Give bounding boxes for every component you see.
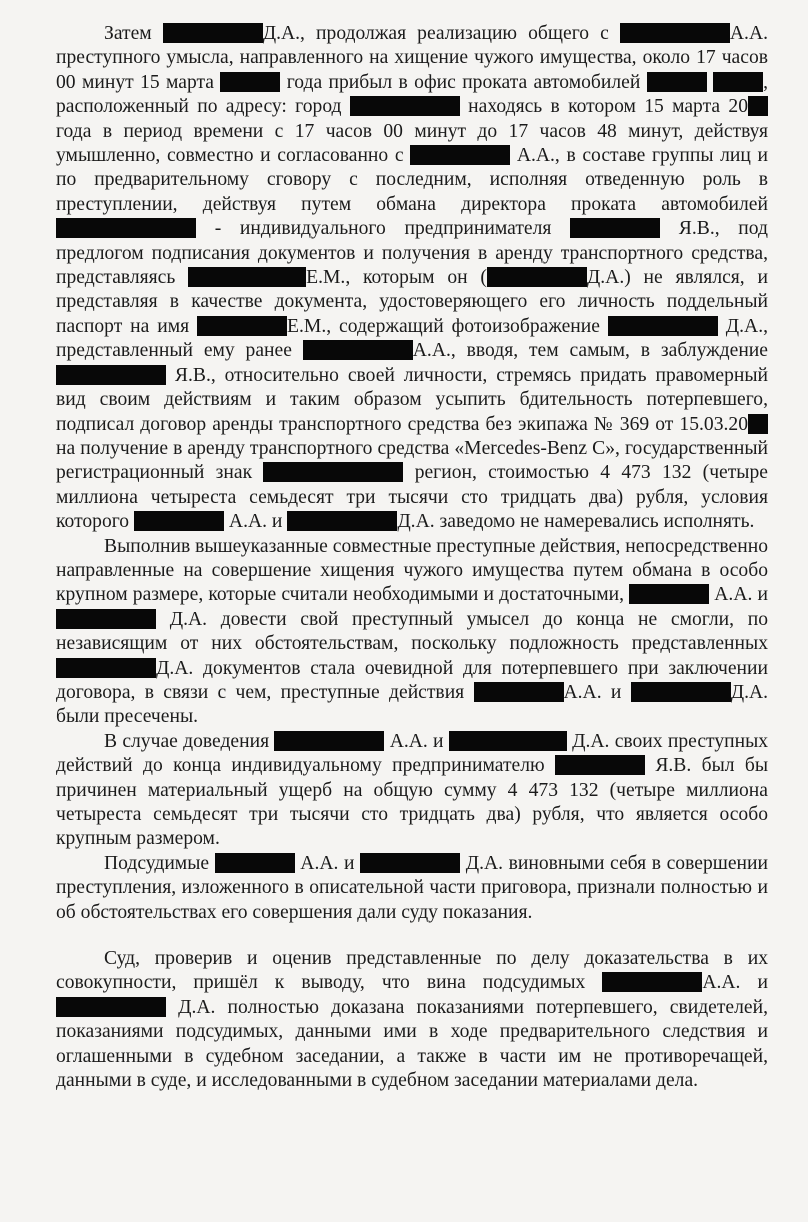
text-run: А.А., вводя, тем самым, в заблуждение bbox=[412, 340, 768, 362]
text-run: Д.А. полностью доказана показаниями потерпевшего, свидетелей, показаниями подсудимых, данными ими в ходе предварительного следствия и оглашенными в судебном заседании, а также в части им не противоречащей, данными в суде, и исследованными в судебном заседании материалами дела. bbox=[56, 996, 768, 1092]
text-run: А.А. и bbox=[300, 852, 355, 874]
redaction-block bbox=[570, 218, 660, 238]
redaction-block bbox=[56, 218, 196, 238]
redaction-block bbox=[350, 96, 460, 116]
text-run: Я.В., под предлогом подписания документов и получения в аренду транспортного средства, представляясь bbox=[56, 218, 768, 289]
paragraph-4 bbox=[56, 852, 768, 925]
paragraph-2 bbox=[56, 535, 768, 730]
text-run: регион, стоимостью 4 473 132 (четыре миллиона четыреста семьдесят три тысячи сто тридцать два) рубля, условия которого bbox=[56, 462, 768, 533]
redaction-block bbox=[56, 609, 156, 629]
redaction-block bbox=[748, 414, 768, 434]
text-run: Д.А., представленный ему ранее bbox=[56, 315, 768, 362]
text-run: Е.М., которым он ( bbox=[306, 267, 487, 289]
redaction-block bbox=[474, 682, 564, 702]
redaction-block bbox=[56, 997, 166, 1017]
text-run: А.А. и bbox=[714, 584, 768, 606]
text-run: , расположенный по адресу: город bbox=[56, 71, 768, 118]
text-run: Д.А., продолжая реализацию общего с bbox=[262, 23, 609, 44]
text-run: года прибыл в офис проката автомобилей bbox=[286, 71, 641, 93]
text-run: В случае доведения bbox=[104, 730, 270, 752]
redaction-block bbox=[274, 731, 384, 751]
text-run: - индивидуального предпринимателя bbox=[214, 218, 552, 240]
redaction-block bbox=[629, 584, 709, 604]
redaction-block bbox=[620, 23, 730, 43]
text-run: Я.В. был бы причинен материальный ущерб на общую сумму 4 473 132 (четыре миллиона четыреста семьдесят три тысячи сто тридцать два) рубля, что является особо крупным размером. bbox=[56, 755, 768, 850]
text-run: Д.А. были пресечены. bbox=[56, 681, 769, 728]
text-run: Д.А. своих преступных действий до конца индивидуальному предпринимателю bbox=[56, 730, 769, 777]
text-run: находясь в котором 15 марта 20 bbox=[468, 96, 748, 118]
redaction-block bbox=[410, 145, 510, 165]
text-run: А.А. и bbox=[228, 511, 283, 533]
redaction-block bbox=[163, 23, 263, 43]
text-run: А.А. преступного умысла, направленного на хищение чужого имущества, около 17 часов 00 минут 15 марта bbox=[56, 23, 768, 93]
text-run: года в период времени с 17 часов 00 минут до 17 часов 48 минут, действуя умышленно, совместно и согласованно с bbox=[56, 120, 768, 167]
redaction-block bbox=[220, 72, 280, 92]
redaction-block bbox=[602, 972, 702, 992]
text-run: Выполнив вышеуказанные совместные преступные действия, непосредственно направленные на совершение хищения чужого имущества путем обмана в особо крупном размере, которые считали необходимыми и достаточными, bbox=[56, 535, 768, 606]
text-run: Подсудимые bbox=[104, 852, 210, 874]
paragraph-3 bbox=[56, 730, 768, 852]
text-run: Д.А. виновными себя в совершении преступления, изложенного в описательной части приговора, признали полностью и об обстоятельствах его совершения дали суду показания. bbox=[56, 852, 768, 923]
text-run: Д.А. документов стала очевидной для потерпевшего при заключении договора, в связи с чем, преступные действия bbox=[56, 657, 768, 703]
redaction-block bbox=[360, 853, 460, 873]
paragraph-5 bbox=[56, 947, 768, 1093]
redaction-block bbox=[748, 96, 768, 116]
redaction-block bbox=[287, 511, 397, 531]
redaction-block bbox=[263, 462, 403, 482]
redaction-block bbox=[487, 267, 587, 287]
text-run: Я.В., относительно своей личности, стремясь придать правомерный вид своим действиям и таким образом усыпить бдительность потерпевшего, подписал договор аренды транспортного средства без экипажа № 369 от 15.03.20 bbox=[56, 364, 769, 435]
redaction-block bbox=[197, 316, 287, 336]
text-run: на получение в аренду транспортного средства «Mercedes-Benz C», государственный регистрационный знак bbox=[56, 437, 768, 484]
redaction-block bbox=[631, 682, 731, 702]
redaction-block bbox=[647, 72, 707, 92]
redaction-block bbox=[713, 72, 763, 92]
redaction-block bbox=[555, 755, 645, 775]
text-run: Д.А. заведомо не намеревались исполнять. bbox=[397, 511, 755, 533]
text-run: Затем bbox=[104, 23, 152, 44]
redaction-block bbox=[134, 511, 224, 531]
text-run: Е.М., содержащий фотоизображение bbox=[287, 315, 600, 337]
redaction-block bbox=[303, 340, 413, 360]
text-run: А.А. и bbox=[702, 972, 768, 994]
redaction-block bbox=[608, 316, 718, 336]
text-run: Д.А. довести свой преступный умысел до конца не смогли, по независящим от них обстоятельствам, поскольку подложность представленных bbox=[56, 608, 768, 655]
text-run: Суд, проверив и оценив представленные по делу доказательства в их совокупности, пришёл к выводу, что вина подсудимых bbox=[56, 948, 768, 994]
redaction-block bbox=[56, 365, 166, 385]
text-run: А.А., в составе группы лиц и по предварительному сговору с последним, исполняя отведенную роль в преступлении, действуя путем обмана директора проката автомобилей bbox=[56, 145, 768, 215]
paragraph-1 bbox=[56, 22, 768, 535]
redaction-block bbox=[449, 731, 567, 751]
text-run: А.А. и bbox=[389, 730, 444, 752]
text-run: А.А. и bbox=[563, 681, 622, 703]
text-run: Д.А.) не являлся, и представляя в качестве документа, удостоверяющего его личность поддельный паспорт на имя bbox=[56, 267, 768, 337]
redaction-block bbox=[215, 853, 295, 873]
redaction-block bbox=[56, 658, 156, 678]
redaction-block bbox=[188, 267, 306, 287]
